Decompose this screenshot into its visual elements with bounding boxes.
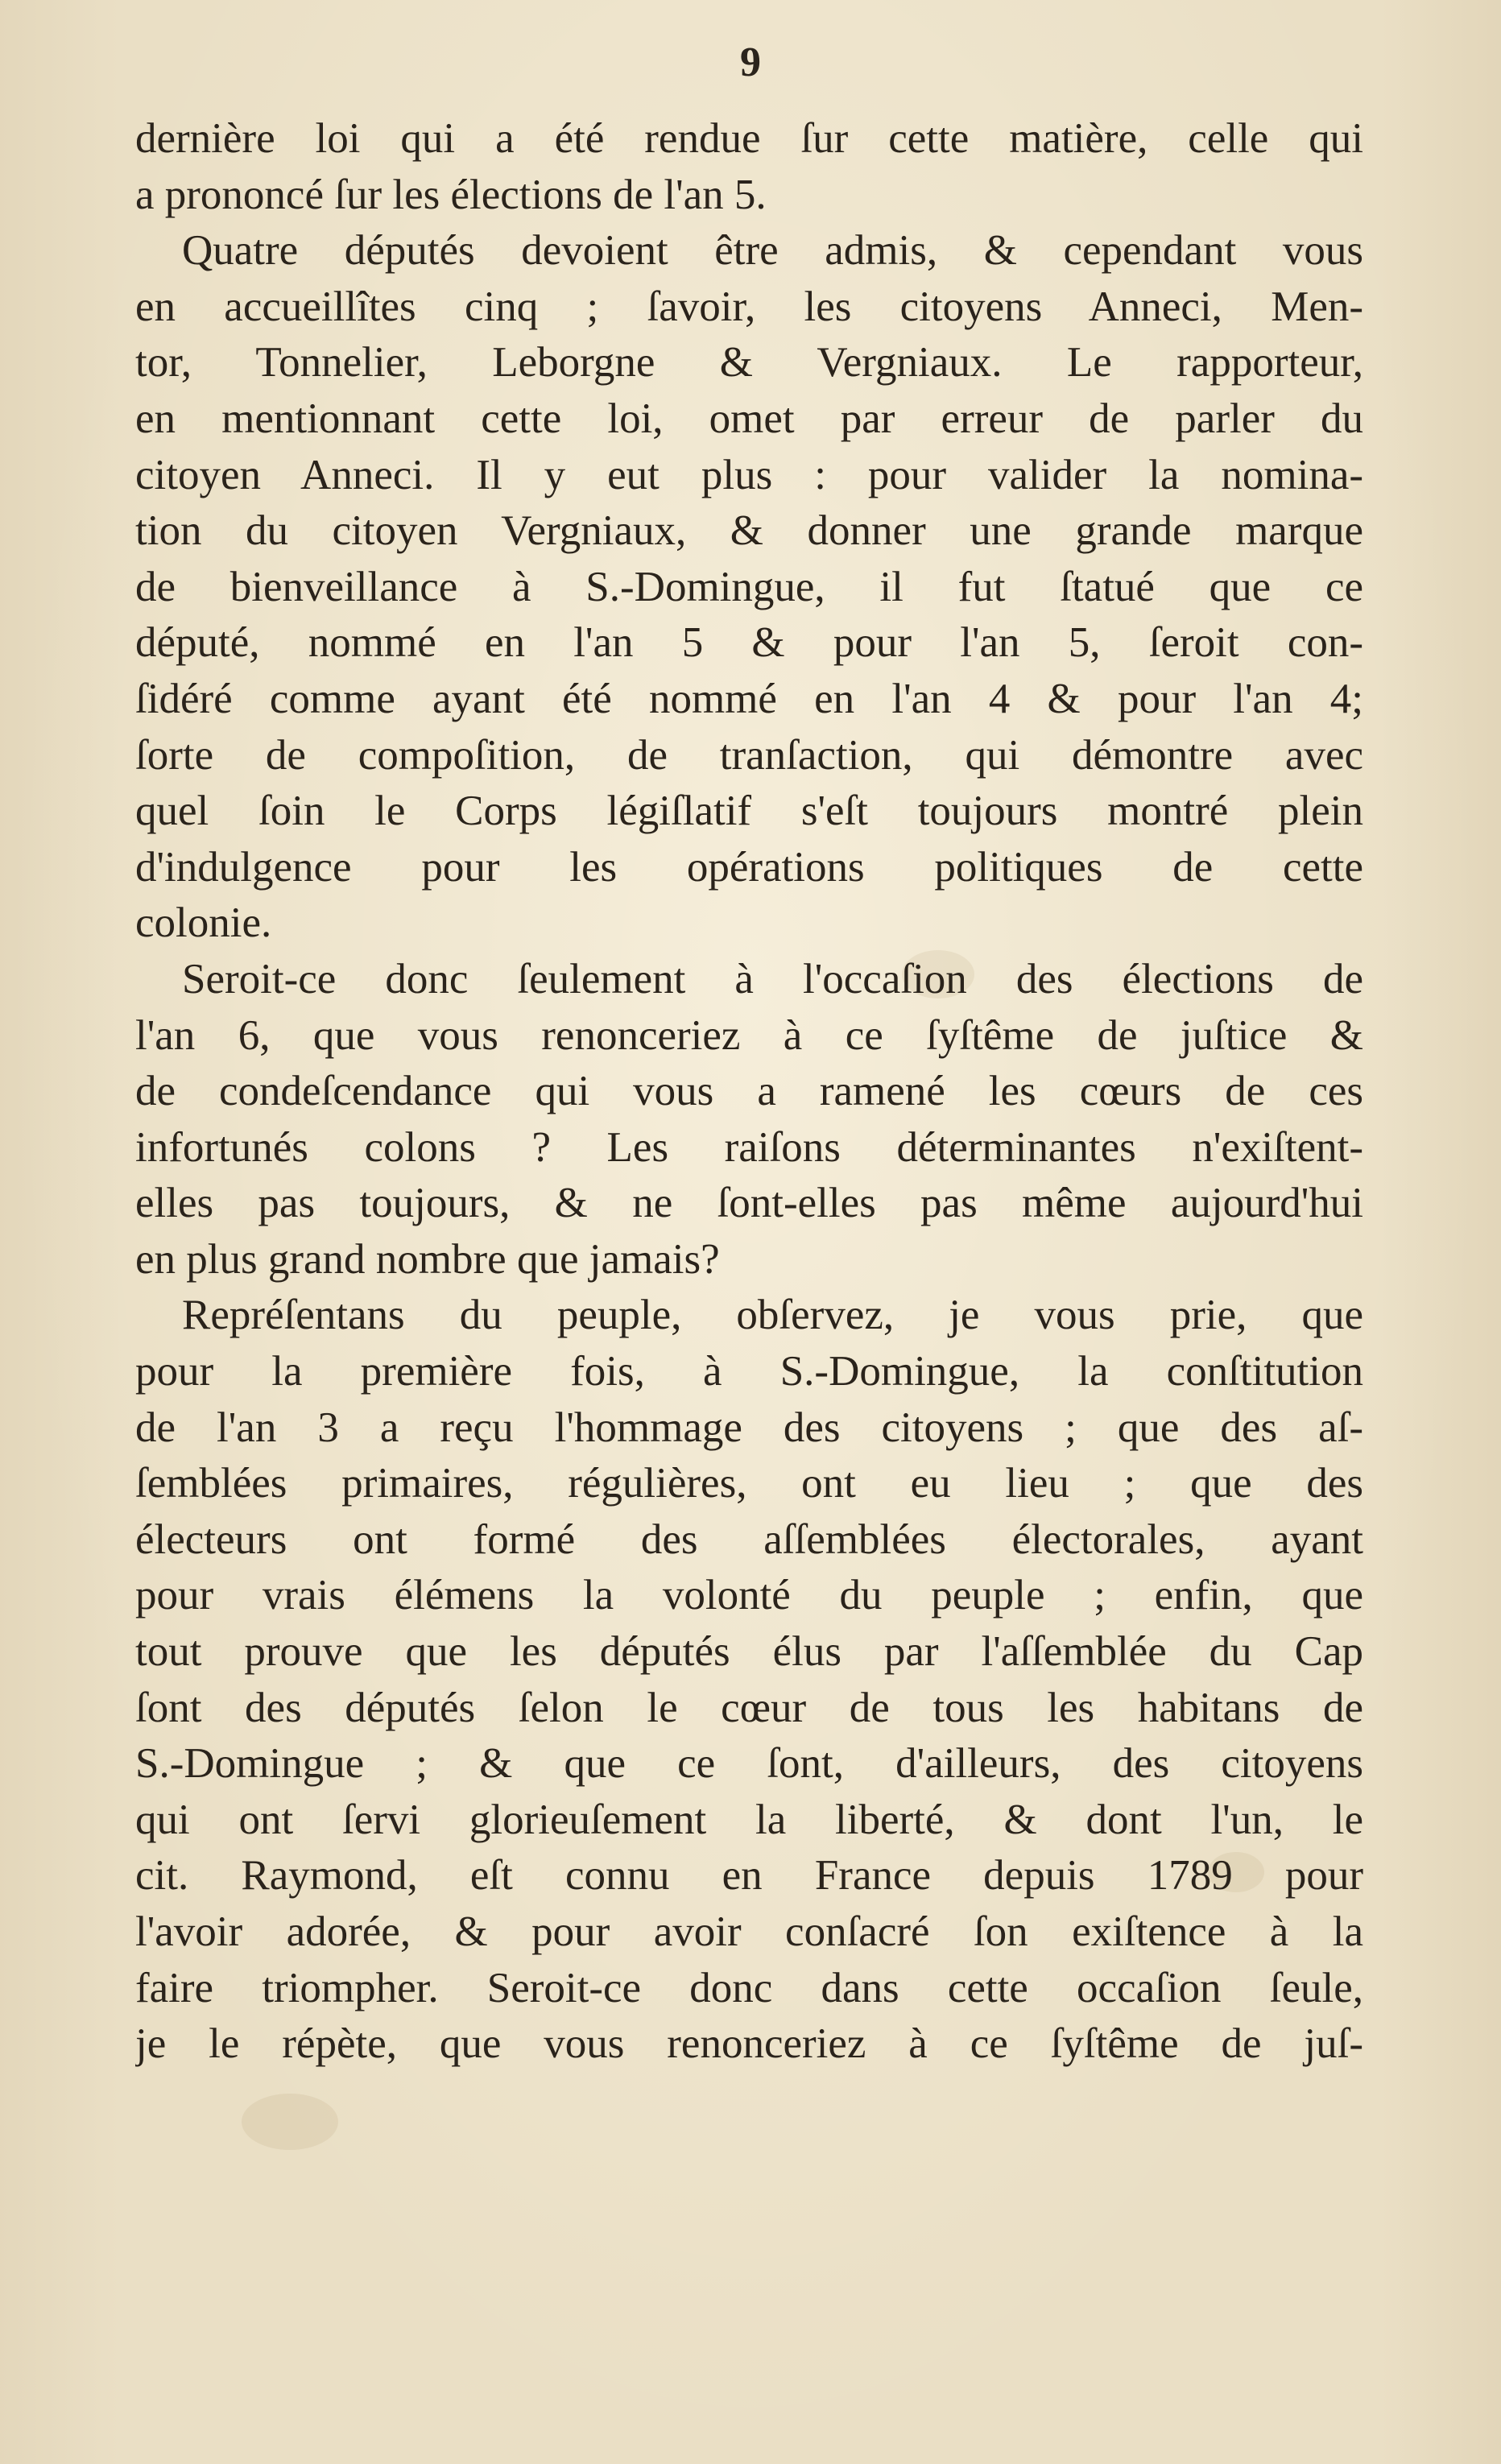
text-line: cit. Raymond, eſt connu en France depuis 1789 pour (135, 1852, 1363, 1900)
text-line: pour vrais élémens la volonté du peuple ; enfin, que (135, 1572, 1363, 1619)
text-line: qui ont ſervi glorieuſement la liberté, & dont l'un, le (135, 1796, 1363, 1843)
text-line: l'an 6, que vous renonceriez à ce ſyſtême de juſtice & (135, 1011, 1363, 1059)
text-line: citoyen Anneci. Il y eut plus : pour valider la nomina- (135, 451, 1363, 498)
paragraph-2 (135, 223, 1363, 952)
text-line: Quatre députés devoient être admis, & cependant vous (182, 227, 1363, 275)
text-line: ſidéré comme ayant été nommé en l'an 4 & pour l'an 4; (135, 675, 1363, 722)
text-line: de condeſcendance qui vous a ramené les cœurs de ces (135, 1068, 1363, 1115)
text-line: en plus grand nombre que jamais? (135, 1235, 720, 1283)
paper-stain (242, 2094, 338, 2150)
text-line: en mentionnant cette loi, omet par erreur de parler du (135, 395, 1363, 442)
text-line: S.-Domingue ; & que ce ſont, d'ailleurs, des citoyens (135, 1740, 1363, 1788)
text-line: ſorte de compoſition, de tranſaction, qui démontre avec (135, 731, 1363, 779)
text-line: tion du citoyen Vergniaux, & donner une grande marque (135, 507, 1363, 555)
paragraph-1 (135, 111, 1363, 223)
text-line: infortunés colons ? Les raiſons déterminantes n'exiſtent- (135, 1123, 1363, 1171)
text-line: elles pas toujours, & ne ſont-elles pas même aujourd'hui (135, 1180, 1363, 1227)
text-line: je le répète, que vous renonceriez à ce ſyſtême de juſ- (135, 2020, 1363, 2068)
text-line: colonie. (135, 899, 272, 947)
text-line: de l'an 3 a reçu l'hommage des citoyens ; que des aſ- (135, 1404, 1363, 1451)
text-line: d'indulgence pour les opérations politiques de cette (135, 843, 1363, 891)
body-text (135, 111, 1363, 2073)
text-line: l'avoir adorée, & pour avoir conſacré ſon exiſtence à la (135, 1908, 1363, 1955)
text-line: en accueillîtes cinq ; ſavoir, les citoyens Anneci, Men- (135, 283, 1363, 330)
text-line: ſont des députés ſelon le cœur de tous les habitans de (135, 1684, 1363, 1731)
text-line: pour la première fois, à S.-Domingue, la conſtitution (135, 1348, 1363, 1395)
text-line: Repréſentans du peuple, obſervez, je vous prie, que (182, 1292, 1363, 1339)
page-number: 9 (740, 39, 761, 85)
paragraph-3 (135, 952, 1363, 1288)
text-line: tor, Tonnelier, Leborgne & Vergniaux. Le rapporteur, (135, 339, 1363, 387)
text-line: faire triompher. Seroit-ce donc dans cette occaſion ſeule, (135, 1964, 1363, 2011)
text-line: a prononcé ſur les élections de l'an 5. (135, 171, 767, 218)
paragraph-4 (135, 1288, 1363, 2072)
text-line: ſemblées primaires, régulières, ont eu lieu ; que des (135, 1460, 1363, 1507)
text-line: électeurs ont formé des aſſemblées électorales, ayant (135, 1515, 1363, 1563)
text-line: Seroit-ce donc ſeulement à l'occaſion des élections de (182, 955, 1363, 1003)
text-line: dernière loi qui a été rendue ſur cette matière, celle qui (135, 115, 1363, 162)
text-line: quel ſoin le Corps légiſlatif s'eſt toujours montré plein (135, 788, 1363, 835)
text-line: de bienveillance à S.-Domingue, il fut ſtatué que ce (135, 563, 1363, 610)
text-line: tout prouve que les députés élus par l'aſſemblée du Cap (135, 1628, 1363, 1676)
text-line: député, nommé en l'an 5 & pour l'an 5, ſeroit con- (135, 619, 1363, 667)
